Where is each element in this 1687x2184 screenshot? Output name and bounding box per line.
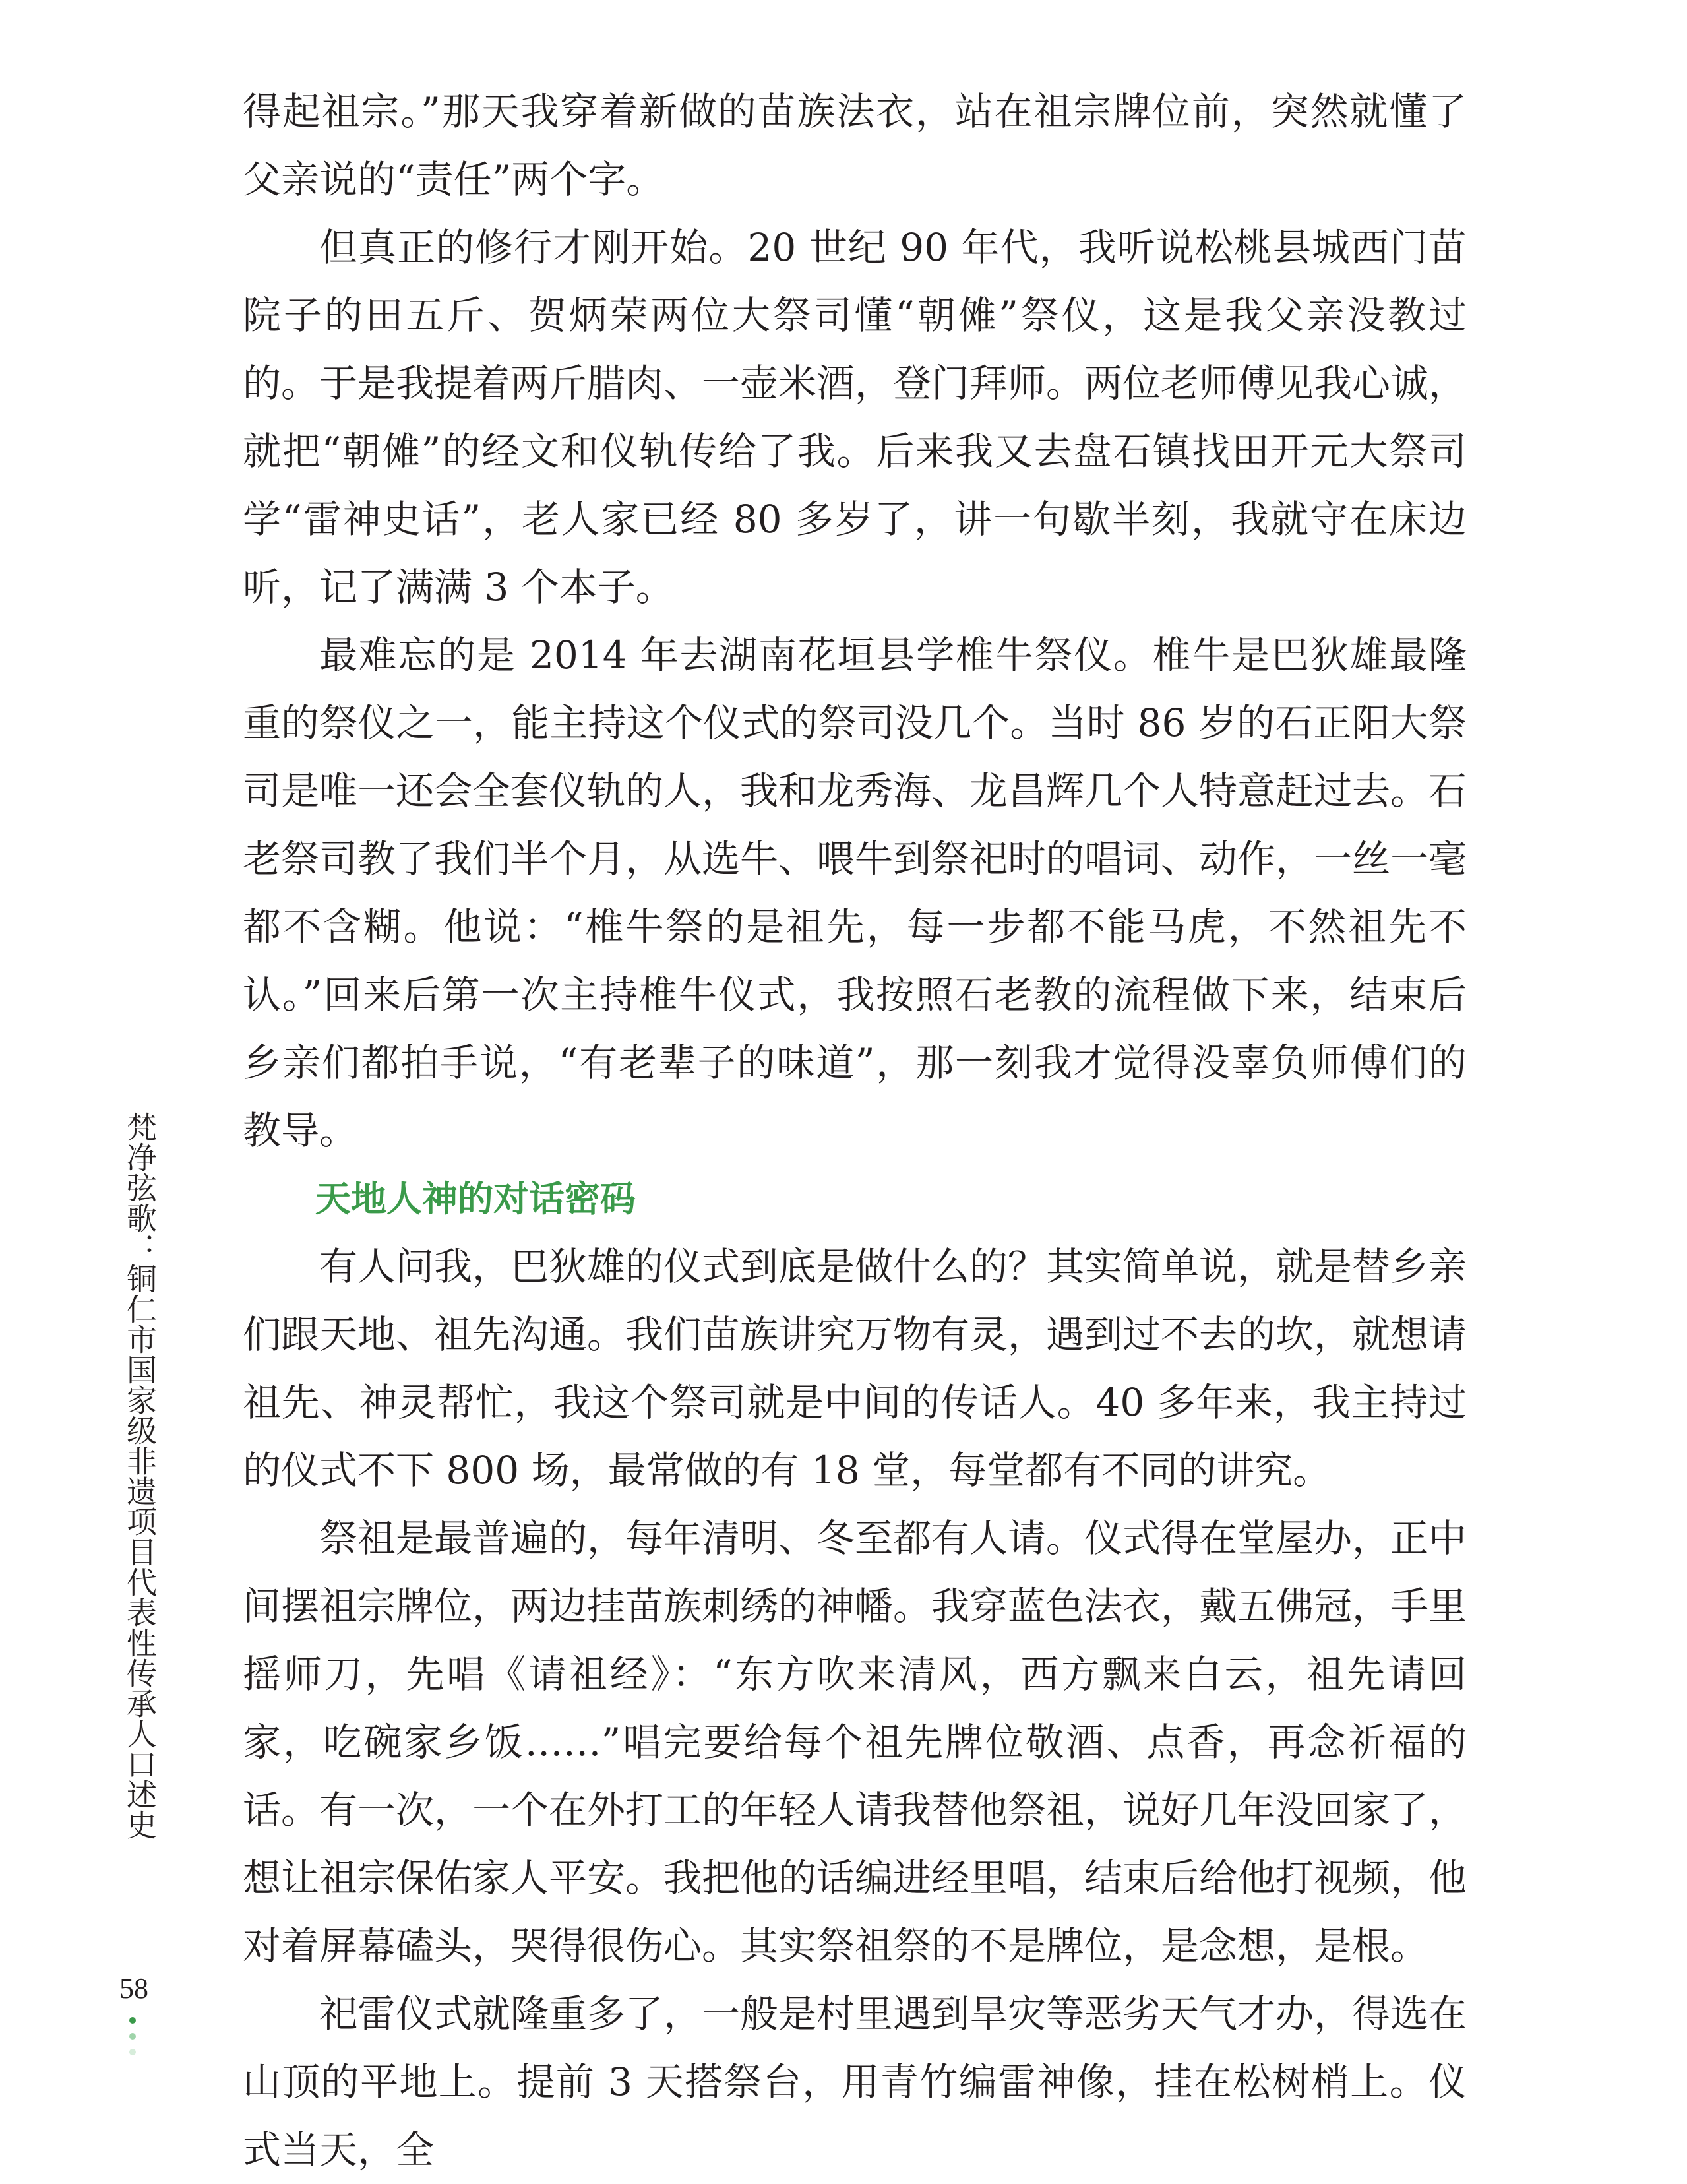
paragraph: 但真正的修行才刚开始。20 世纪 90 年代，我听说松桃县城西门苗院子的田五斤、贺炳荣两位大祭司懂“朝傩”祭仪，这是我父亲没教过的。于是我提着两斤腊肉、一壶米酒，登门拜师。两位老师傅见我心诚，就把“朝傩”的经文和仪轨传给了我。后来我又去盘石镇找田开元大祭司学“雷神史话”，老人家已经 80 多岁了，讲一句歇半刻，我就守在床边听，记了满满 3 个本子。 xyxy=(243,225,1467,609)
decoration-dot xyxy=(129,2033,136,2040)
paragraph: 祭祖是最普遍的，每年清明、冬至都有人请。仪式得在堂屋办，正中间摆祖宗牌位，两边挂苗族刺绣的神幡。我穿蓝色法衣，戴五佛冠，手里摇师刀，先唱《请祖经》：“东方吹来清风，西方飘来白云，祖先请回家，吃碗家乡饭……”唱完要给每个祖先牌位敬酒、点香，再念祈福的话。有一次，一个在外打工的年轻人请我替他祭祖，说好几年没回家了，想让祖宗保佑家人平安。我把他的话编进经里唱，结束后给他打视频，他对着屏幕磕头，哭得很伤心。其实祭祖祭的不是牌位，是念想，是根。 xyxy=(243,1516,1467,1968)
page-decoration-dots xyxy=(129,2017,137,2065)
paragraph: 祀雷仪式就隆重多了，一般是村里遇到旱灾等恶劣天气才办，得选在山顶的平地上。提前 3 天搭祭台，用青竹编雷神像，挂在松树梢上。仪式当天，全 xyxy=(243,1991,1467,2172)
paragraph: 得起祖宗。”那天我穿着新做的苗族法衣，站在祖宗牌位前，突然就懂了父亲说的“责任”两个字。 xyxy=(243,89,1467,202)
paragraph: 有人问我，巴狄雄的仪式到底是做什么的？其实简单说，就是替乡亲们跟天地、祖先沟通。我们苗族讲究万物有灵，遇到过不去的坎，就想请祖先、神灵帮忙，我这个祭司就是中间的传话人。40 多年来，我主持过的仪式不下 800 场，最常做的有 18 堂，每堂都有不同的讲究。 xyxy=(243,1244,1467,1493)
page-body xyxy=(243,78,1467,2184)
page-number: 58 xyxy=(119,1972,148,2005)
paragraph: 最难忘的是 2014 年去湖南花垣县学椎牛祭仪。椎牛是巴狄雄最隆重的祭仪之一，能主持这个仪式的祭司没几个。当时 86 岁的石正阳大祭司是唯一还会全套仪轨的人，我和龙秀海、龙昌辉几个人特意赶过去。石老祭司教了我们半个月，从选牛、喂牛到祭祀时的唱词、动作，一丝一毫都不含糊。他说：“椎牛祭的是祖先，每一步都不能马虎，不然祖先不认。”回来后第一次主持椎牛仪式，我按照石老教的流程做下来，结束后乡亲们都拍手说，“有老辈子的味道”，那一刻我才觉得没辜负师傅们的教导。 xyxy=(243,633,1467,1153)
decoration-dot xyxy=(129,2017,136,2024)
decoration-dot xyxy=(129,2049,136,2055)
book-title-vertical: 梵净弦歌：铜仁市国家级非遗项目代表性传承人口述史 xyxy=(122,1111,158,1840)
section-heading: 天地人神的对话密码 xyxy=(315,1178,636,1220)
